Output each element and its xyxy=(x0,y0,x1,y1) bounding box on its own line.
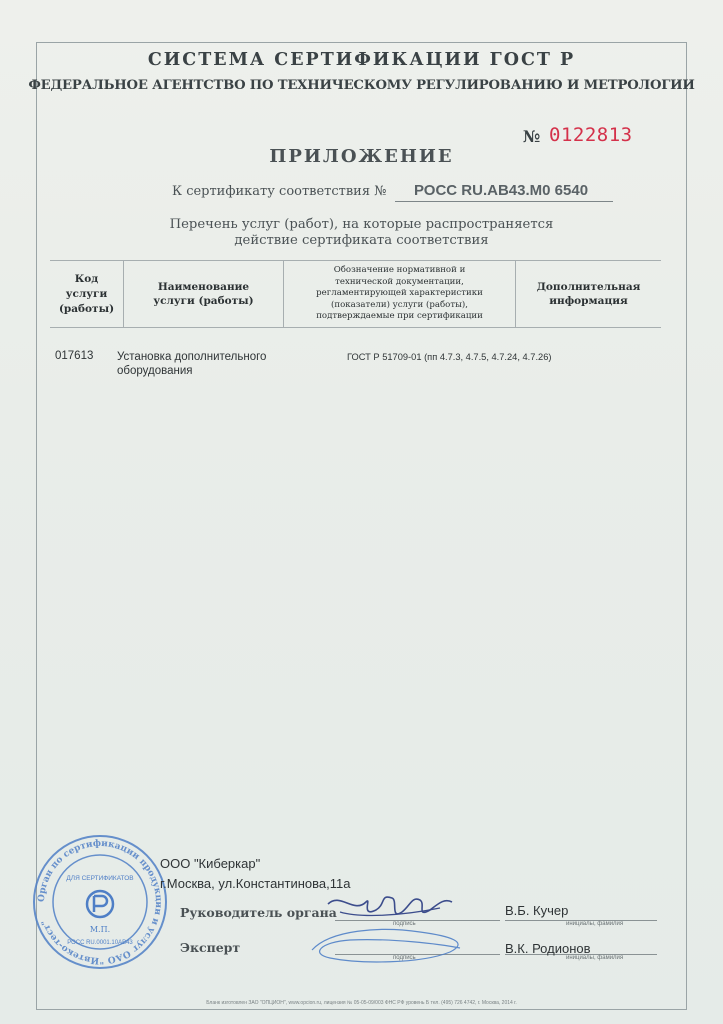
listing-line-2: действие сертификата соответствия xyxy=(234,233,489,248)
col-header-name xyxy=(123,261,283,327)
row-service-name: Установка дополнительного оборудования xyxy=(117,351,267,377)
col-header-docs xyxy=(283,261,515,327)
appendix-title: ПРИЛОЖЕНИЕ xyxy=(269,146,454,167)
expert-name: В.К. Родионов xyxy=(505,941,591,956)
svg-text:Орган по сертификации продукци xyxy=(37,839,163,965)
seal-id-text: РОСС RU.0001.10АВ43 xyxy=(67,940,133,946)
row-code: 017613 xyxy=(55,350,94,362)
col-header-code-text: Код услуги (работы) xyxy=(58,272,115,315)
cert-label: К сертификату соответствия № xyxy=(172,184,387,199)
head-initials-caption: инициалы, фамилия xyxy=(566,921,624,927)
row-standard: ГОСТ Р 51709-01 (пп 4.7.3, 4.7.5, 4.7.24, 4.7.26) xyxy=(347,352,552,362)
agency-title: ФЕДЕРАЛЬНОЕ АГЕНТСТВО ПО ТЕХНИЧЕСКОМУ РЕГУЛИРОВАНИЮ И МЕТРОЛОГИИ xyxy=(28,78,695,93)
col-header-info xyxy=(515,261,661,327)
head-sign-caption: подпись xyxy=(393,921,416,927)
handwritten-signature-expert xyxy=(300,920,490,968)
expert-initials-caption: инициалы, фамилия xyxy=(566,955,624,961)
services-table-header xyxy=(50,260,661,328)
col-header-name-text: Наименование услуги (работы) xyxy=(153,281,254,307)
form-number: 0122813 xyxy=(549,124,633,146)
col-header-docs-text: Обозначение нормативной и технической документации, регламентирующей характеристики (показатели) услуги (работы), подтверждаемые при сертификации xyxy=(316,265,483,322)
listing-line-1: Перечень услуг (работ), на которые распространяется xyxy=(169,217,554,232)
col-header-code xyxy=(50,261,123,327)
head-name: В.Б. Кучер xyxy=(505,903,569,918)
print-footer: Бланк изготовлен ЗАО "ОПЦИОН", www.opcion.ru, лицензия № 05-05-09/003 ФНС РФ уровень Б тел. (495) 726 4742, г. Москва, 2014 г. xyxy=(206,1000,517,1006)
expert-label: Эксперт xyxy=(180,940,241,955)
col-header-info-text: Дополнительная информация xyxy=(536,281,641,307)
cert-underline xyxy=(395,201,613,202)
seal-top-text: ДЛЯ СЕРТИФИКАТОВ xyxy=(66,875,134,882)
org-name: ООО "Киберкар" xyxy=(160,856,261,871)
seal-mp: М.П. xyxy=(89,925,111,934)
seal-stamp xyxy=(30,832,170,972)
number-label: № xyxy=(523,127,541,146)
org-address: г.Москва, ул.Константинова,11а xyxy=(160,876,351,891)
seal-ring-text: Орган по сертификации продукции и услуг ОАО "Ивтеко-тест" xyxy=(36,838,164,966)
head-label: Руководитель органа xyxy=(180,905,337,920)
gost-r-logo-icon xyxy=(87,891,113,917)
cert-number: РОСС RU.АВ43.М0 6540 xyxy=(414,182,589,199)
expert-sign-caption: подпись xyxy=(393,955,416,961)
system-title: СИСТЕМА СЕРТИФИКАЦИИ ГОСТ Р xyxy=(147,50,576,70)
